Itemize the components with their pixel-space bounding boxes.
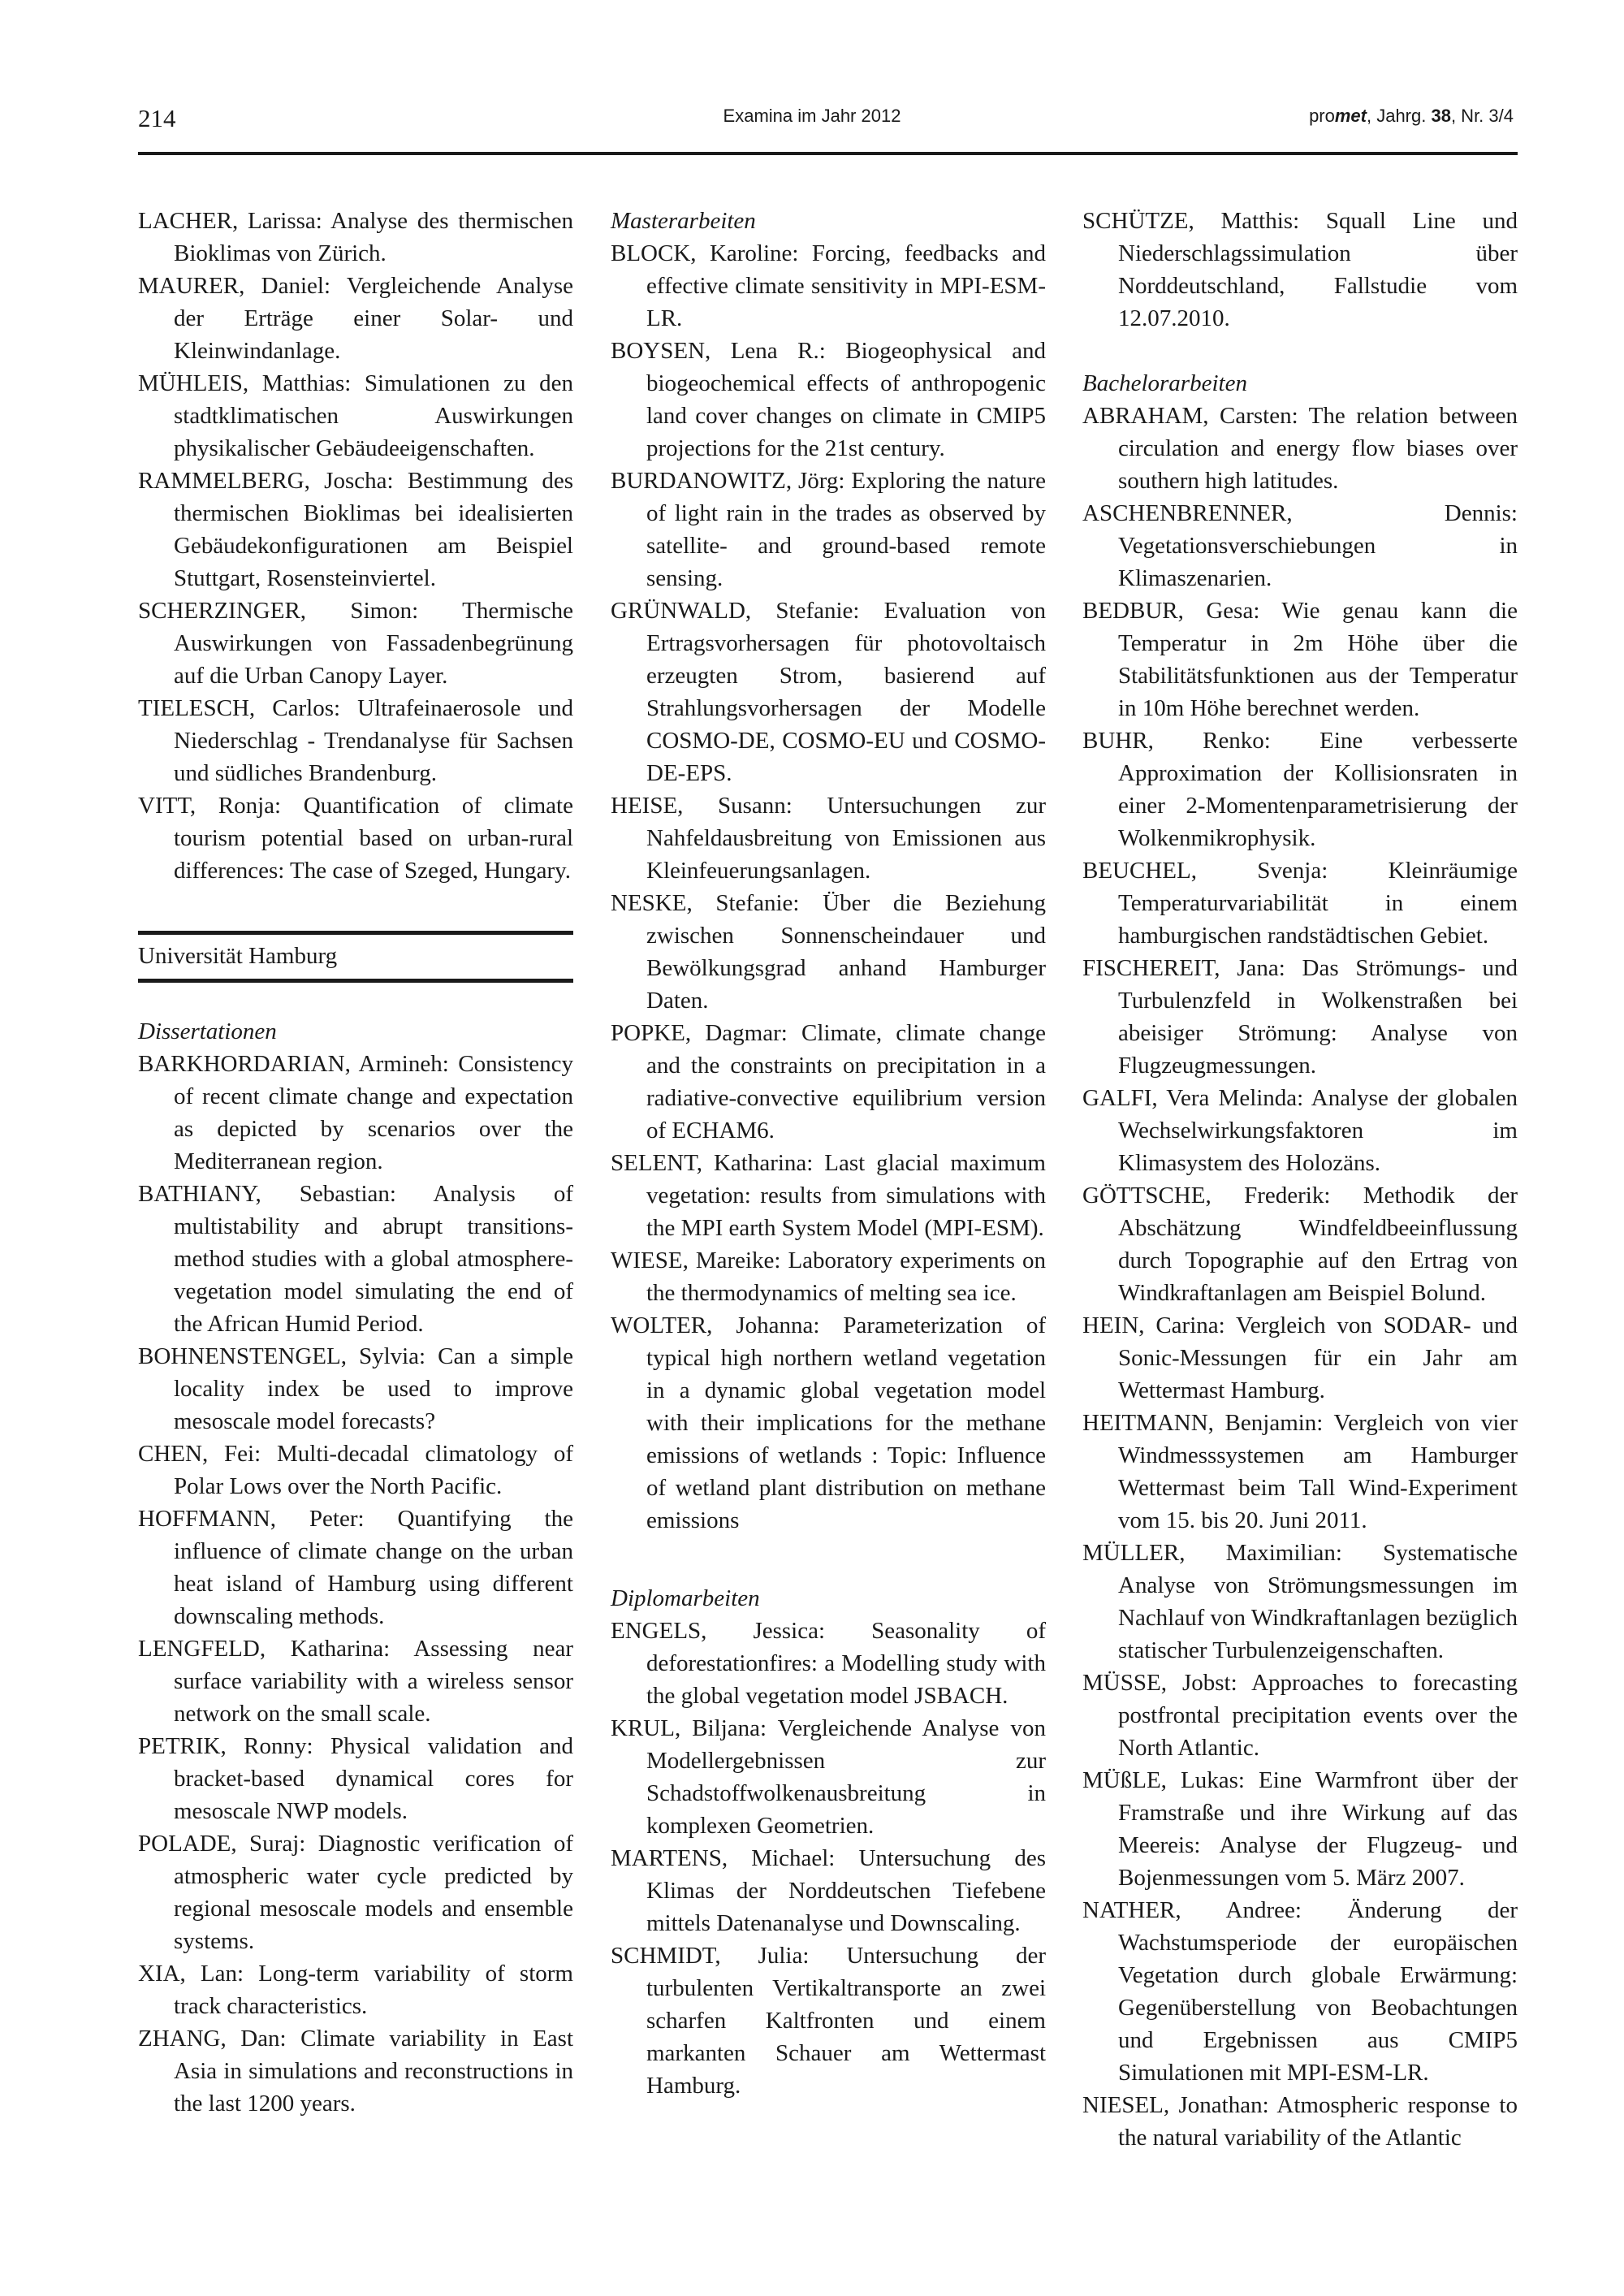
thesis-entry: ENGELS, Jessica: Seasonality of deforestationfires: a Modelling study with the global vegetation model JSBACH. (611, 1618, 1046, 1709)
thesis-entry: MAURER, Daniel: Vergleichende Analyse der Erträge einer Solar- und Kleinwindanlage. (138, 273, 573, 364)
thesis-entry: BEUCHEL, Svenja: Kleinräumige Temperaturvariabilität in einem hamburgischen randstädtischen Gebiet. (1082, 858, 1518, 949)
header-rule (138, 152, 1518, 155)
section-heading-bachelorarbeiten: Bachelorarbeiten (1082, 370, 1247, 396)
running-title: Examina im Jahr 2012 (723, 106, 901, 126)
thesis-entry: MÜSSE, Jobst: Approaches to forecasting postfrontal precipitation events over the North Atlantic. (1082, 1670, 1518, 1761)
section-spacer (1082, 335, 1518, 367)
thesis-entry: TIELESCH, Carlos: Ultrafeinaerosole und Niederschlag - Trendanalyse für Sachsen und südliches Brandenburg. (138, 695, 573, 786)
university-heading: Universität Hamburg (138, 943, 338, 969)
thesis-entry: MARTENS, Michael: Untersuchung des Klimas der Norddeutschen Tiefebene mittels Datenanalyse und Downscaling. (611, 1845, 1046, 1936)
journal-reference (1309, 106, 1514, 127)
thesis-entry: GÖTTSCHE, Frederik: Methodik der Abschätzung Windfeldbeeinflussung durch Topographie auf den Ertrag von Windkraftanlagen am Beispiel Bolund. (1082, 1183, 1518, 1306)
column-right (1082, 205, 1518, 2154)
thesis-entry: NESKE, Stefanie: Über die Beziehung zwischen Sonnenscheindauer und Bewölkungsgrad anhand Hamburger Daten. (611, 890, 1046, 1014)
thesis-entry: BUHR, Renko: Eine verbesserte Approximation der Kollisionsraten in einer 2-Momentenparametrisierung der Wolkenmikrophysik. (1082, 728, 1518, 851)
thesis-entry: BOYSEN, Lena R.: Biogeophysical and biogeochemical effects of anthropogenic land cover changes on climate in CMIP5 projections for the 21st century. (611, 338, 1046, 461)
thesis-entry: ABRAHAM, Carsten: The relation between circulation and energy flow biases over southern high latitudes. (1082, 403, 1518, 494)
thesis-entry: WOLTER, Johanna: Parameterization of typical high northern wetland vegetation in a dynamic global vegetation model with their implications for the methane emissions of wetlands : Topic: Influence of wetland plant distribution on methane emissions (611, 1312, 1046, 1533)
university-heading-box (138, 931, 573, 983)
thesis-entry: MÜßLE, Lukas: Eine Warmfront über der Framstraße und ihre Wirkung auf das Meereis: Analyse der Flugzeug- und Bojenmessungen vom 5. März 2007. (1082, 1767, 1518, 1891)
thesis-entry: GALFI, Vera Melinda: Analyse der globalen Wechselwirkungsfaktoren im Klimasystem des Holozäns. (1082, 1085, 1518, 1176)
thesis-entry: ZHANG, Dan: Climate variability in East Asia in simulations and reconstructions in the last 1200 years. (138, 2026, 573, 2117)
thesis-entry: SCHERZINGER, Simon: Thermische Auswirkungen von Fassadenbegrünung auf die Urban Canopy Layer. (138, 598, 573, 689)
thesis-entry: HEISE, Susann: Untersuchungen zur Nahfeldausbreitung von Emissionen aus Kleinfeuerungsanlagen. (611, 793, 1046, 884)
journal-issue: , Nr. 3/4 (1450, 106, 1514, 126)
journal-year-label: , Jahrg. (1366, 106, 1432, 126)
thesis-entry: BATHIANY, Sebastian: Analysis of multistability and abrupt transitions-method studies with a global atmosphere-vegetation model simulating the end of the African Humid Period. (138, 1181, 573, 1337)
thesis-entry: POLADE, Suraj: Diagnostic verification of atmospheric water cycle predicted by regional mesoscale models and ensemble systems. (138, 1831, 573, 1954)
thesis-entry: WIESE, Mareike: Laboratory experiments on the thermodynamics of melting sea ice. (611, 1247, 1046, 1306)
thesis-entry: NATHER, Andree: Änderung der Wachstumsperiode der europäischen Vegetation durch globale Erwärmung: Gegenüberstellung von Beobachtungen und Ergebnissen aus CMIP5 Simulationen mit MPI-ESM-LR. (1082, 1897, 1518, 2086)
thesis-entry: VITT, Ronja: Quantification of climate tourism potential based on urban-rural differences: The case of Szeged, Hungary. (138, 793, 573, 884)
thesis-entry: PETRIK, Ronny: Physical validation and bracket-based dynamical cores for mesoscale NWP models. (138, 1733, 573, 1824)
thesis-entry: BOHNENSTENGEL, Sylvia: Can a simple locality index be used to improve mesoscale model forecasts? (138, 1343, 573, 1434)
thesis-entry: POPKE, Dagmar: Climate, climate change and the constraints on precipitation in a radiative-convective equilibrium version of ECHAM6. (611, 1020, 1046, 1144)
thesis-entry: GRÜNWALD, Stefanie: Evaluation von Ertragsvorhersagen für photovoltaisch erzeugten Strom, basierend auf Strahlungsvorhersagen der Modelle COSMO-DE, COSMO-EU und COSMO-DE-EPS. (611, 598, 1046, 786)
journal-name-prefix: pro (1309, 106, 1335, 126)
thesis-entry: BLOCK, Karoline: Forcing, feedbacks and effective climate sensitivity in MPI-ESM-LR. (611, 240, 1046, 331)
column-left (138, 205, 573, 2120)
thesis-entry: NIESEL, Jonathan: Atmospheric response to the natural variability of the Atlantic (1082, 2092, 1518, 2151)
thesis-entry: XIA, Lan: Long-term variability of storm track characteristics. (138, 1961, 573, 2019)
thesis-entry: LACHER, Larissa: Analyse des thermischen Bioklimas von Zürich. (138, 208, 573, 266)
section-heading-diplomarbeiten: Diplomarbeiten (611, 1585, 760, 1611)
column-middle (611, 205, 1046, 2102)
thesis-entry: KRUL, Biljana: Vergleichende Analyse von Modellergebnissen zur Schadstoffwolkenausbreitung in komplexen Geometrien. (611, 1715, 1046, 1839)
section-spacer (611, 1537, 1046, 1582)
thesis-entry: LENGFELD, Katharina: Assessing near surface variability with a wireless sensor network on the small scale. (138, 1636, 573, 1727)
section-heading-dissertationen: Dissertationen (138, 1018, 277, 1044)
section-heading-masterarbeiten: Masterarbeiten (611, 208, 756, 234)
thesis-entry: HOFFMANN, Peter: Quantifying the influence of climate change on the urban heat island of Hamburg using different downscaling methods. (138, 1506, 573, 1629)
journal-volume: 38 (1431, 106, 1451, 126)
thesis-entry: BARKHORDARIAN, Armineh: Consistency of recent climate change and expectation as depicted by scenarios over the Mediterranean region. (138, 1051, 573, 1174)
thesis-entry: HEITMANN, Benjamin: Vergleich von vier Windmesssystemen am Hamburger Wettermast beim Tall Wind-Experiment vom 15. bis 20. Juni 2011. (1082, 1410, 1518, 1533)
thesis-entry: SELENT, Katharina: Last glacial maximum vegetation: results from simulations with the MPI earth System Model (MPI-ESM). (611, 1150, 1046, 1241)
journal-name-emphasis: met (1334, 106, 1367, 126)
thesis-entry: CHEN, Fei: Multi-decadal climatology of Polar Lows over the North Pacific. (138, 1441, 573, 1499)
thesis-entry: MÜHLEIS, Matthias: Simulationen zu den stadtklimatischen Auswirkungen physikalischer Gebäudeeigenschaften. (138, 370, 573, 461)
thesis-entry: FISCHEREIT, Jana: Das Strömungs- und Turbulenzfeld in Wolkenstraßen bei abeisiger Strömung: Analyse von Flugzeugmessungen. (1082, 955, 1518, 1079)
thesis-entry: BURDANOWITZ, Jörg: Exploring the nature of light rain in the trades as observed by satellite- and ground-based remote sensing. (611, 468, 1046, 591)
thesis-entry: HEIN, Carina: Vergleich von SODAR- und Sonic-Messungen für ein Jahr am Wettermast Hamburg. (1082, 1312, 1518, 1403)
page-number: 214 (138, 104, 176, 132)
thesis-entry: RAMMELBERG, Joscha: Bestimmung des thermischen Bioklimas bei idealisierten Gebäudekonfigurationen am Beispiel Stuttgart, Rosensteinviertel. (138, 468, 573, 591)
thesis-entry: MÜLLER, Maximilian: Systematische Analyse von Strömungsmessungen im Nachlauf von Windkraftanlagen bezüglich statischer Turbulenzeigenschaften. (1082, 1540, 1518, 1663)
thesis-entry: SCHÜTZE, Matthis: Squall Line und Niederschlagssimulation über Norddeutschland, Fallstudie vom 12.07.2010. (1082, 208, 1518, 331)
thesis-entry: ASCHENBRENNER, Dennis: Vegetationsverschiebungen in Klimaszenarien. (1082, 500, 1518, 591)
thesis-entry: SCHMIDT, Julia: Untersuchung der turbulenten Vertikaltransporte an zwei scharfen Kaltfronten und einem markanten Schauer am Wettermast Hamburg. (611, 1943, 1046, 2099)
thesis-entry: BEDBUR, Gesa: Wie genau kann die Temperatur in 2m Höhe über die Stabilitätsfunktionen aus der Temperatur in 10m Höhe berechnet werden. (1082, 598, 1518, 721)
